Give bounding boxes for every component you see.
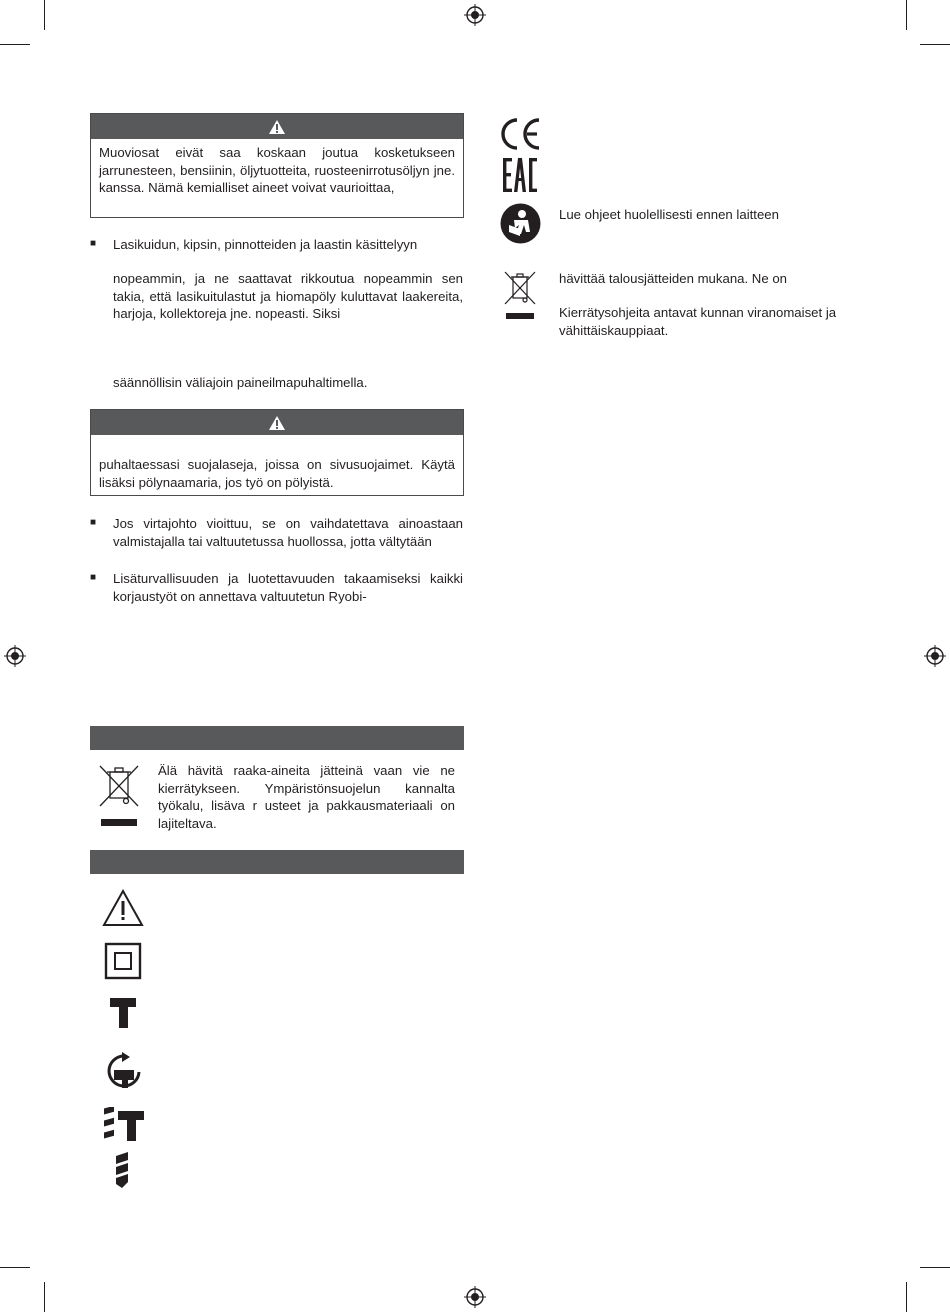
crossed-bin-icon: [502, 269, 538, 321]
bullet-text: Lisäturvallisuuden ja luotettavuuden takaamiseksi kaikki korjaustyöt on annettava valtuutetun Ryobi-: [113, 571, 463, 604]
warning-text: puhaltaessasi suojalaseja, joissa on sivusuojaimet. Käytä lisäksi pölynaamaria, jos työ on pölyistä.: [99, 457, 455, 490]
rotation-stop-icon: [104, 1052, 144, 1092]
weee-text: Kierrätysohjeita antavat kunnan viranomaiset ja vähittäiskauppiaat.: [559, 305, 837, 338]
crossed-bin-icon: [96, 762, 142, 828]
section-header-bar: [90, 726, 464, 750]
registration-mark-icon: [464, 1286, 486, 1308]
crop-mark: [920, 1267, 950, 1268]
double-insulation-icon: [104, 942, 142, 980]
hammer-drill-icon: [102, 1107, 146, 1143]
bullet-text: Jos virtajohto vioittuu, se on vaihdatettava ainoastaan valmistajalla tai valtuutetussa huollossa, jotta vältytään: [113, 516, 463, 549]
warning-text: Muoviosat eivät saa koskaan joutua kosketukseen jarrunesteen, bensiinin, öljytuotteita, ruosteenirrotusöljyn jne. kanssa. Nämä kemialliset aineet voivat vaurioittaa,: [99, 145, 455, 195]
ce-mark-icon: [500, 117, 542, 151]
bullet-text: säännöllisin väliajoin paineilmapuhaltimella.: [113, 375, 368, 390]
warning-header: [91, 114, 463, 139]
section-header-bar: [90, 850, 464, 874]
bullet-text: nopeammin, ja ne saattavat rikkoutua nopeammin sen takia, että lasikuitulastut ja hiomapöly kuluttavat laakereita, harjoja, kollektoreja jne. nopeasti. Siksi: [113, 271, 463, 321]
bullet-icon: ■: [90, 238, 97, 249]
registration-mark-icon: [464, 4, 486, 26]
read-manual-icon: [500, 203, 541, 244]
bullet-text: Lasikuidun, kipsin, pinnotteiden ja laastin käsittelyyn: [113, 237, 418, 252]
warning-triangle-icon: [268, 415, 286, 431]
crop-mark: [44, 1282, 45, 1312]
drill-bit-icon: [114, 1152, 132, 1190]
warning-box: [90, 113, 464, 218]
bullet-icon: ■: [90, 572, 97, 583]
crop-mark: [906, 1282, 907, 1312]
warning-header: [91, 410, 463, 435]
registration-mark-icon: [4, 645, 26, 667]
warning-triangle-icon: [268, 119, 286, 135]
read-manual-text: Lue ohjeet huolellisesti ennen laitteen: [559, 207, 779, 222]
crop-mark: [906, 0, 907, 30]
crop-mark: [0, 44, 30, 45]
recycle-text: Älä hävitä raaka-aineita jätteinä vaan vie ne kierrätykseen. Ympäristönsuojelun kannalta työkalu, lisäva r usteet ja pakkausmateriaali on lajiteltava.: [158, 763, 455, 831]
hammer-mode-icon: [108, 996, 138, 1030]
warning-box: [90, 409, 464, 496]
bullet-icon: ■: [90, 517, 97, 528]
crop-mark: [0, 1267, 30, 1268]
warning-triangle-icon: [102, 889, 144, 927]
registration-mark-icon: [924, 645, 946, 667]
eac-mark-icon: [503, 158, 537, 192]
weee-text: hävittää talousjätteiden mukana. Ne on: [559, 271, 787, 286]
crop-mark: [44, 0, 45, 30]
crop-mark: [920, 44, 950, 45]
